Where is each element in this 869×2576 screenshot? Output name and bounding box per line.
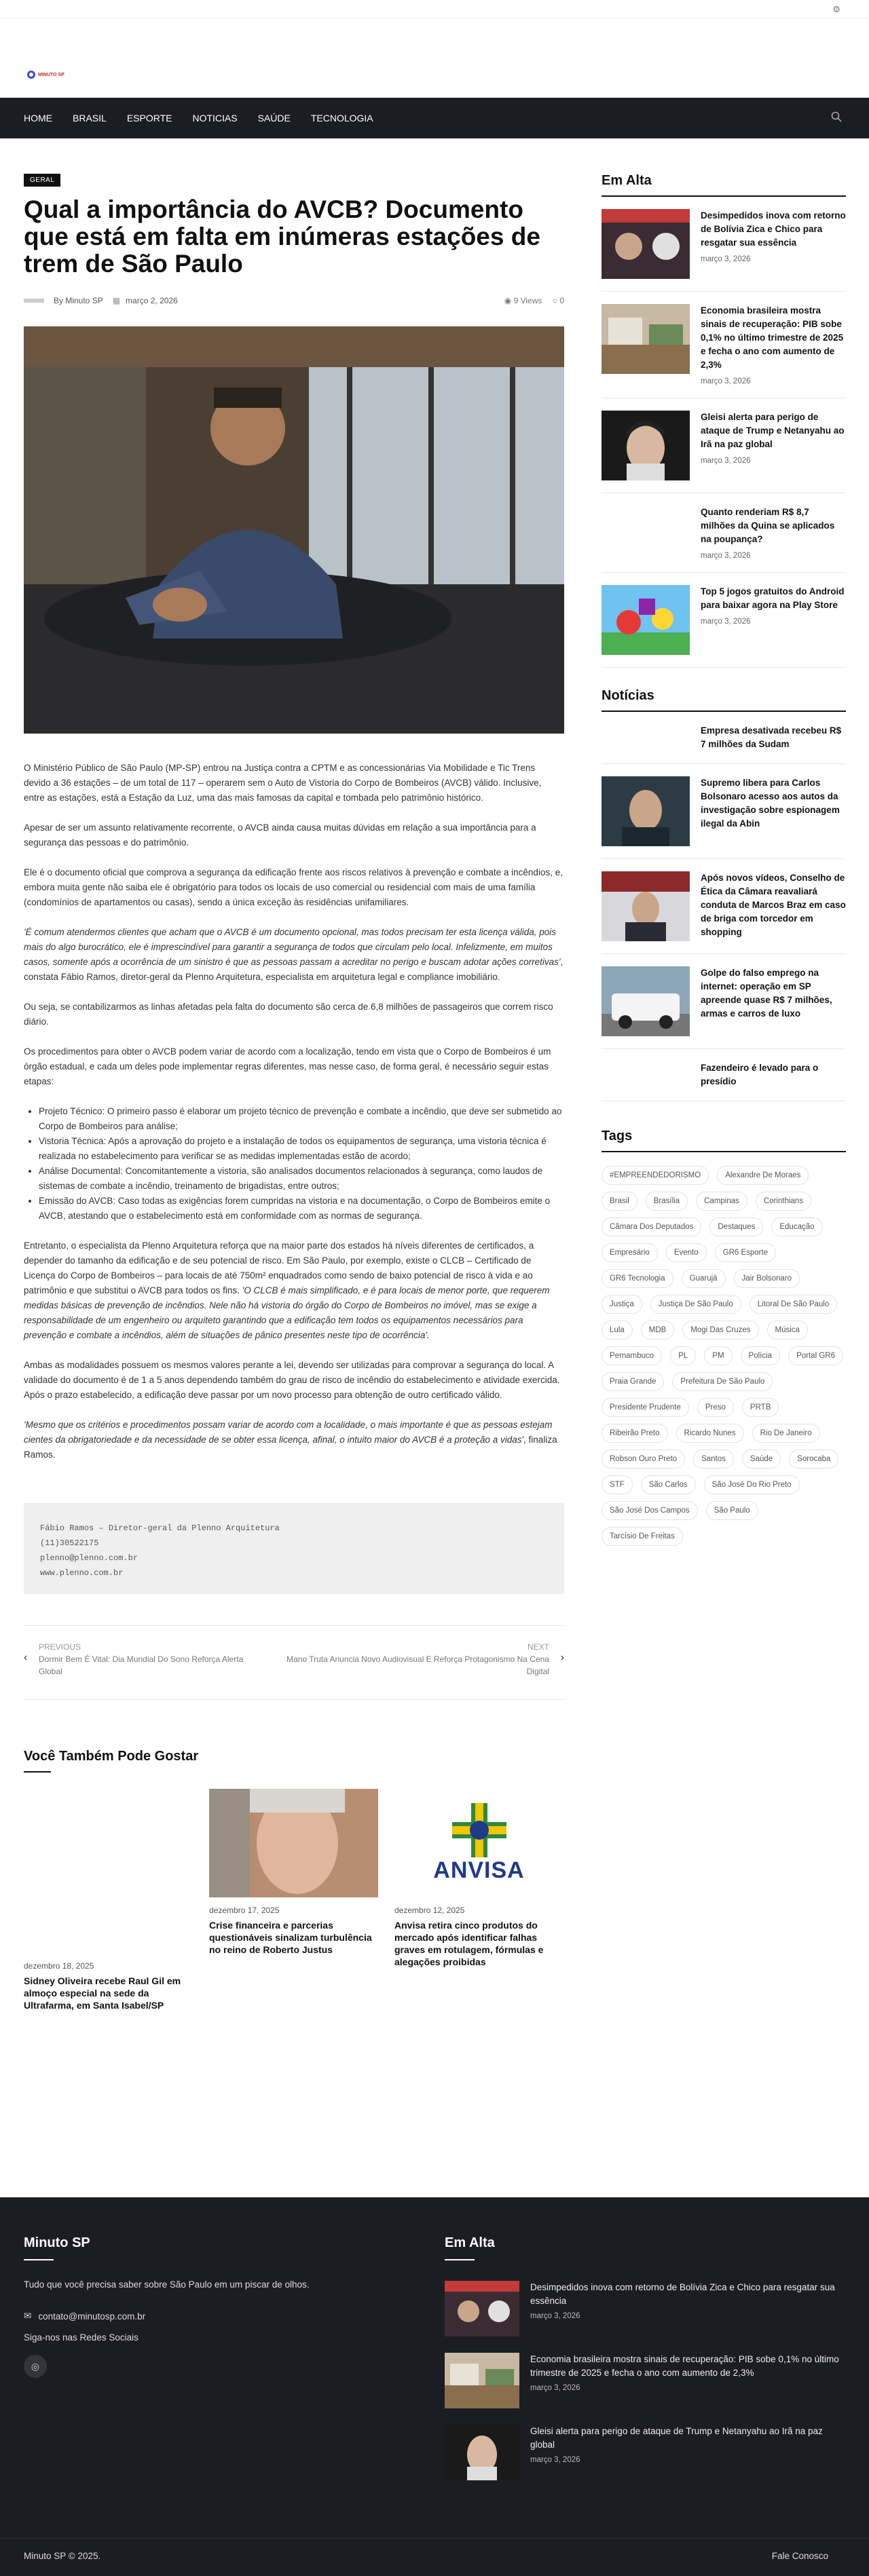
nav-esporte[interactable]: ESPORTE [126,113,172,124]
card-image[interactable] [209,1789,378,1897]
sidebar-item[interactable] [602,954,846,1049]
next-label: NEXT [527,1642,549,1652]
chevron-right-icon[interactable]: › [560,1652,564,1663]
article-main [24,173,564,2011]
quote-text: 'É comum atendermos clientes que acham que o AVCB é um documento opcional, mas todos precisam ter esta licença válida, pois mais do algo burocrático, ele é imprescindível para garantir a segurança de todos que circulam pelo local. Infelizmente, em muitos casos, somente após a ocorrência de um sinistro é que as pessoas passam a acreditar no perigo e buscam adotar ações corretivas' [24,927,561,967]
tag-link[interactable]: Mogi Das Cruzes [682,1321,758,1340]
sidebar-item[interactable] [602,197,846,292]
noticias-title: Notícias [602,688,846,712]
thumbnail[interactable] [602,411,690,480]
card-title[interactable]: Crise financeira e parcerias questionáveis sinalizam turbulência no reino de Roberto Justus [209,1920,372,1955]
card-title[interactable]: Anvisa retira cinco produtos do mercado após identificar falhas graves em rotulagem, fórmulas e alegações proibidas [394,1920,544,1967]
related-card[interactable] [24,1789,193,2011]
tag-link[interactable]: São Paulo [706,1501,758,1520]
tag-link[interactable]: PRTB [742,1398,779,1417]
sidebar-item[interactable] [602,764,846,859]
tag-link[interactable]: Litoral De São Paulo [750,1295,837,1314]
nav-saude[interactable]: SAÚDE [257,113,291,124]
tag-link[interactable]: São José Do Rio Preto [704,1475,800,1494]
tags-title: Tags [602,1129,846,1152]
tag-link[interactable]: Ribeirão Preto [602,1424,668,1443]
tag-link[interactable]: Ricardo Nunes [676,1424,744,1443]
thumbnail-placeholder [602,724,690,751]
comments-count[interactable]: 0 [559,296,564,305]
sidebar-item[interactable] [602,493,846,573]
thumbnail[interactable] [445,2425,519,2480]
nav-tecnologia[interactable]: TECNOLOGIA [310,113,373,124]
tag-link[interactable]: Presidente Prudente [602,1398,689,1417]
calendar-icon: ▦ [112,296,121,305]
paragraph: O Ministério Público de São Paulo (MP-SP) entrou na Justiça contra a CPTM e as concessionárias Via Mobilidade e Tic Trens devido a 36 estações – de um total de 117 – operarem sem o Auto de Vistoria do Corpo de Bombeiros (AVCB) válido. Inclusive, entre as estações, está a Estação da Luz, uma das mais famosas da capital e tombada pelo patrimônio histórico. [24,763,542,803]
card-date: dezembro 17, 2025 [209,1906,280,1915]
main-nav [0,98,869,138]
item-title[interactable]: Economia brasileira mostra sinais de recuperação: PIB sobe 0,1% no último trimestre de 2025 e fecha o ano com aumento de 2,3% [530,2354,839,2378]
thumbnail[interactable] [602,304,690,374]
steps-list [39,1104,564,1224]
item-date: março 3, 2026 [701,457,751,465]
article-date: março 2, 2026 [126,296,178,305]
item-title[interactable]: Fazendeiro é levado para o presídio [701,1063,819,1086]
tag-link[interactable]: GR6 Esporte [715,1243,776,1262]
thumbnail[interactable] [602,966,690,1036]
article-stats [504,296,564,305]
thumbnail-placeholder [602,1061,690,1088]
sidebar-item[interactable] [602,712,846,764]
article-meta [24,294,564,307]
paragraph [24,1238,564,1343]
item-title[interactable]: Empresa desativada recebeu R$ 7 milhões da Sudam [701,725,842,749]
thumbnail[interactable] [602,776,690,846]
envelope-icon: ✉ [24,2311,32,2321]
tag-link[interactable]: Empresário [602,1243,658,1262]
search-icon[interactable] [831,111,842,126]
tag-link[interactable]: Música [767,1321,808,1340]
thumbnail[interactable] [602,585,690,655]
tag-link[interactable]: Brasil [602,1192,637,1211]
related-card[interactable] [209,1789,378,2011]
paragraph: Ambas as modalidades possuem os mesmos valores perante a lei, devendo ser utilizadas para comprovar a segurança do local. A validade do documento é de 1 a 5 anos dependendo também do grau de risco de incêndio do estabelecimento e atividade exercida. Após o prazo estabelecido, a edificação deve passar por um novo processo para obtenção de outro certificado válido. [24,1360,560,1400]
list-item: • Emissão do AVCB: Caso todas as exigências forem cumpridas na vistoria e na documentação, o Corpo de Bombeiros emite o AVCB, atestando que o estabelecimento está em conformidade com as normas de segurança. [39,1194,564,1224]
item-title[interactable]: Gleisi alerta para perigo de ataque de Trump e Netanyahu ao Irã na paz global [530,2426,823,2450]
card-date: dezembro 18, 2025 [24,1961,94,1971]
tag-link[interactable]: Justiça [602,1295,642,1314]
item-title[interactable]: Desimpedidos inova com retorno de Bolívia Zica e Chico para resgatar sua essência [701,210,846,248]
tag-link[interactable]: Pernambuco [602,1346,662,1365]
category-badge[interactable]: GERAL [24,174,60,187]
tag-cloud [602,1166,846,1546]
tag-link[interactable]: Justiça De São Paulo [650,1295,741,1314]
gear-icon[interactable]: ⚙ [832,4,840,14]
article-body [24,761,564,1462]
list-item: • Vistoria Técnica: Após a aprovação do projeto e a instalação de todos os equipamentos de segurança, uma vistoria técnica é realizada no estabelecimento para verificar se as medidas implementadas estão de acordo; [39,1134,564,1164]
card-title[interactable]: Sidney Oliveira recebe Raul Gil em almoço especial na sede da Ultrafarma, em Santa Isabel/SP [24,1975,181,2011]
tag-link[interactable]: Brasília [646,1192,688,1211]
tag-link[interactable]: Prefeitura De São Paulo [672,1372,773,1391]
author-name[interactable]: By Minuto SP [54,296,103,305]
logo-text: MINUTO SP [38,72,64,77]
footer-item[interactable] [445,2425,845,2480]
item-date: março 3, 2026 [701,377,751,385]
related-card[interactable] [394,1789,563,2011]
list-item: • Projeto Técnico: O primeiro passo é elaborar um projeto técnico de prevenção e combate a incêndio, que deve ser submetido ao Corpo de Bombeiros para análise; [39,1104,564,1134]
nav-home[interactable]: HOME [24,113,52,124]
site-footer [0,2197,869,2576]
previous-label: PREVIOUS [39,1642,81,1652]
next-title[interactable]: Mano Truta Anuncia Novo Audiovisual E Reforça Protagonismo Na Cena Digital [286,1654,549,1676]
contact-line: Fábio Ramos – Diretor-geral da Plenno Arquitetura [40,1523,280,1533]
paragraph-text: Entretanto, o especialista da Plenno Arquitetura reforça que na maior parte dos estados há níveis diferentes de certificados, a depender do tamanho da edificação e de seu potencial de risco. Em São Paulo, por exemplo, existe o CLCB – Certificado de Licença do Corpo de Bombeiros – para locais de até 750m² enquadrados como sendo de baixo potencial de risco à vida e ao patrimônio e que substitui o AVCB para todos os fins. [24,1240,534,1295]
item-title[interactable]: Quanto renderiam R$ 8,7 milhões da Quina se aplicados na poupança? [701,507,835,544]
eye-icon: ◉ [504,296,512,305]
tag-link[interactable]: São Carlos [641,1475,696,1494]
tag-link[interactable]: Robson Ouro Preto [602,1450,685,1469]
footer-about [24,2235,377,2378]
sidebar-item[interactable] [602,398,846,493]
tag-link[interactable]: Saúde [742,1450,781,1469]
tag-link[interactable]: Rio De Janeiro [752,1424,820,1443]
tag-link[interactable]: Preso [697,1398,734,1417]
item-date: março 3, 2026 [530,2384,580,2392]
item-title[interactable]: Após novos vídeos, Conselho de Ética da Câmara reavaliará conduta de Marcos Braz em caso de briga com torcedor em shopping [701,873,846,937]
tag-link[interactable]: Alexandre De Moraes [717,1166,809,1185]
item-title[interactable]: Top 5 jogos gratuitos do Android para baixar agora na Play Store [701,586,845,610]
email-text[interactable]: contato@minutosp.com.br [38,2311,146,2322]
instagram-icon[interactable]: ◎ [24,2355,47,2378]
contact-link[interactable]: Fale Conosco [771,2551,828,2561]
copyright-bar [0,2538,869,2576]
post-navigation [24,1625,564,1700]
paragraph: Apesar de ser um assunto relativamente recorrente, o AVCB ainda causa muitas dúvidas em relação a sua importância para a segurança das pessoas e do patrimônio. [24,822,536,848]
thumbnail[interactable] [602,209,690,279]
item-title[interactable]: Economia brasileira mostra sinais de recuperação: PIB sobe 0,1% no último trimestre de 2025 e fecha o ano com aumento de 2,3% [701,305,844,370]
quote-attribution: , constata Fábio Ramos, diretor-geral da Plenno Arquitetura, especialista em arquitetura legal e compliance imobiliário. [24,957,563,982]
sidebar-item[interactable] [602,292,846,398]
footer-description: Tudo que você precisa saber sobre São Paulo em um piscar de olhos. [24,2279,310,2290]
tag-link[interactable]: Portal GR6 [788,1346,843,1365]
author-logo [24,299,44,303]
footer-brand: Minuto SP [24,2235,377,2260]
tag-link[interactable]: PL [670,1346,696,1365]
thumbnail[interactable] [445,2353,519,2408]
sidebar-item[interactable] [602,859,846,954]
item-title[interactable]: Golpe do falso emprego na internet: operação em SP apreende quase R$ 7 milhões, armas e carros de luxo [701,968,832,1019]
item-title[interactable]: Gleisi alerta para perigo de ataque de Trump e Netanyahu ao Irã na paz global [701,412,845,449]
thumbnail-placeholder [602,506,690,560]
logo-mark-icon [27,71,35,79]
item-date: março 3, 2026 [701,618,751,626]
thumbnail[interactable] [445,2281,519,2336]
footer-em-alta-title: Em Alta [445,2235,845,2260]
tag-link[interactable]: Câmara Dos Deputados [602,1217,701,1236]
anvisa-logo-text: ANVISA [433,1857,525,1883]
views-count: 9 Views [513,296,542,305]
card-image[interactable] [394,1789,563,1897]
chevron-left-icon[interactable]: ‹ [24,1652,28,1663]
tag-link[interactable]: São José Dos Campos [602,1501,698,1520]
tag-link[interactable]: Sorocaba [789,1450,838,1469]
contact-block [24,1503,564,1594]
social-label: Siga-nos nas Redes Sociais [24,2332,138,2343]
item-date: março 3, 2026 [530,2456,580,2464]
tag-link[interactable]: Tarcísio De Freitas [602,1527,683,1546]
site-logo[interactable] [27,65,65,84]
footer-item[interactable] [445,2281,845,2336]
tag-link[interactable]: Corinthians [756,1192,811,1211]
em-alta-title: Em Alta [602,173,846,197]
item-date: março 3, 2026 [701,255,751,263]
tag-link[interactable]: #EMPREENDEDORISMO [602,1166,709,1185]
quote-text: 'O CLCB é mais simplificado, e é para locais de menor porte, que requerem medidas básicas de prevenção de incêndios. Nele não há vistoria do órgão do Corpo de Bombeiros no imóvel, mas se exige a responsabilidade de um engenheiro ou arquiteto garantindo que a edificação tem todos os equipamentos necessários para prevenção e combate a incêndios, além de situações de pânico presentes neste tipo de ocorrência'. [24,1285,550,1340]
title-underline [24,1771,51,1773]
tag-link[interactable]: Praia Grande [602,1372,664,1391]
previous-title[interactable]: Dormir Bem É Vital: Dia Mundial Do Sono Reforça Alerta Global [39,1654,244,1676]
tag-link[interactable]: Educação [771,1217,822,1236]
tag-link[interactable]: PM [704,1346,732,1365]
sidebar [602,173,846,1546]
contact-line: www.plenno.com.br [40,1568,124,1578]
nav-brasil[interactable]: BRASIL [73,113,107,124]
tag-link[interactable]: Jair Bolsonaro [734,1269,800,1288]
paragraph: Ele é o documento oficial que comprova a segurança da edificação frente aos riscos relativos à prevenção e combate a incêndios, e, embora muita gente não saiba ele é obrigatório para todos os locais de uso comercial ou residencial com mais de uma família (condomínios de apartamentos ou casas), sendo a única exceção às residências unifamiliares. [24,867,563,907]
footer-item[interactable] [445,2353,845,2408]
article-hero-image [24,326,564,734]
item-date: março 3, 2026 [701,552,751,560]
previous-post-link[interactable] [39,1642,263,1678]
tag-link[interactable]: Evento [666,1243,707,1262]
item-title[interactable]: Supremo libera para Carlos Bolsonaro acesso aos autos da investigação sobre espionagem ilegal da Abin [701,778,840,829]
list-item: • Análise Documental: Concomitantemente a vistoria, são analisados documentos relacionados à segurança, como laudos de sistemas de combate a incêndio, treinamento de brigadistas, entre outros; [39,1164,564,1194]
nav-noticias[interactable]: NOTICIAS [192,113,238,124]
tag-link[interactable]: GR6 Tecnologia [602,1269,673,1288]
contact-line: plenno@plenno.com.br [40,1553,138,1563]
footer-email[interactable] [24,2311,377,2322]
tag-link[interactable]: Santos [693,1450,734,1469]
thumbnail[interactable] [602,871,690,941]
paragraph: Os procedimentos para obter o AVCB podem variar de acordo com a localização, tendo em vista que o Corpo de Bombeiros é um órgão estadual, e cada um deles pode implementar regras diferentes, mas nesse caso, de forma geral, é necessário seguir estas etapas: [24,1046,551,1086]
sidebar-item[interactable] [602,1049,846,1101]
paragraph: Ou seja, se contabilizarmos as linhas afetadas pela falta do documento são cerca de 6,8 milhões de passageiros que correm risco diário. [24,1002,553,1027]
quote-paragraph [24,1418,564,1462]
header [0,19,869,98]
anvisa-cross-icon [445,1803,513,1857]
card-date: dezembro 12, 2025 [394,1906,465,1915]
copyright-text: Minuto SP © 2025. [24,2551,101,2561]
contact-line: (11)30522175 [40,1538,99,1548]
tag-link[interactable]: Lula [602,1321,633,1340]
tag-link[interactable]: Polícia [741,1346,781,1365]
quote-text: 'Mesmo que os critérios e procedimentos possam variar de acordo com a localidade, o mais importante é que as pessoas estejam cientes da obrigatoriedade e da necessidade de se obter essa licença, afinal, o intuito maior do AVCB é a proteção a vidas' [24,1420,553,1445]
tag-link[interactable]: MDB [641,1321,675,1340]
tag-link[interactable]: Campinas [696,1192,747,1211]
tag-link[interactable]: Destaques [709,1217,763,1236]
tag-link[interactable]: STF [602,1475,633,1494]
footer-em-alta [445,2235,845,2480]
top-bar [0,0,869,19]
next-post-link[interactable] [264,1642,549,1678]
related-grid [24,1789,564,2011]
tag-link[interactable]: Guarujá [682,1269,726,1288]
related-title: Você Também Pode Gostar [24,1749,199,1764]
quote-paragraph [24,925,564,985]
sidebar-item[interactable] [602,573,846,668]
related-posts [24,1749,564,2011]
item-date: março 3, 2026 [530,2312,580,2320]
comment-icon: ○ [552,296,557,305]
item-title[interactable]: Desimpedidos inova com retorno de Bolívia Zica e Chico para resgatar sua essência [530,2282,835,2306]
article-title: Qual a importância do AVCB? Documento que está em falta em inúmeras estações de trem de São Paulo [24,195,540,278]
quote-attribution: , finaliza Ramos. [24,1435,557,1460]
